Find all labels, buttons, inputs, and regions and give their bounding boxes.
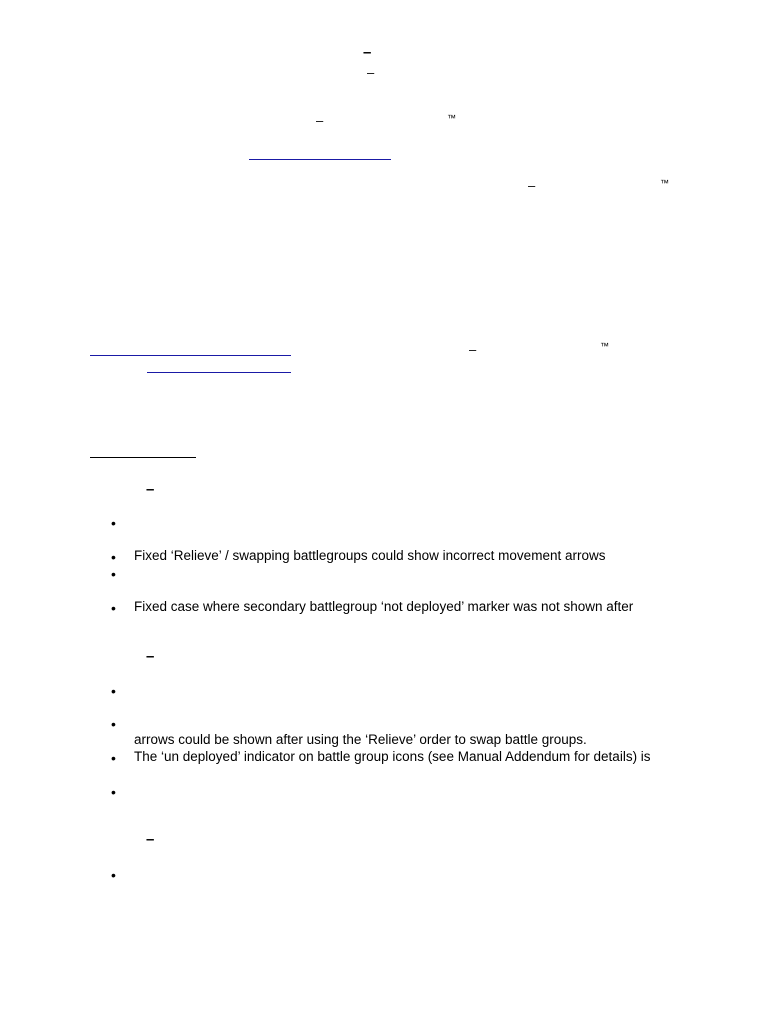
section-heading-dash: – [146,831,155,848]
list-item: Fixed ‘Relieve’ / swapping battlegroups could show incorrect movement arrows [134,548,606,563]
list-item-continuation: arrows could be shown after using the ‘Relieve’ order to swap battle groups. [134,732,587,747]
intro-line2-trademark: ™ [660,178,669,188]
bullet-glyph: • [111,683,116,699]
bullet-glyph: • [111,549,116,565]
title-dash: – [363,44,372,61]
intro-line1-dash: – [316,113,324,128]
links-line-dash: – [469,342,477,357]
bullet-glyph: • [111,784,116,800]
section-heading-dash: – [146,648,155,665]
intro-line2-dash: – [528,178,536,193]
bullet-glyph: • [111,716,116,732]
section-heading-dash: – [146,481,155,498]
list-item: Fixed case where secondary battlegroup ‘not deployed’ marker was not shown after [134,599,634,614]
hyperlink-underline[interactable] [90,355,291,356]
bullet-glyph: • [111,867,116,883]
bullet-glyph: • [111,750,116,766]
hyperlink-underline[interactable] [249,159,391,160]
section-heading-underline [90,457,196,458]
bullet-glyph: • [111,600,116,616]
bullet-glyph: • [111,566,116,582]
subtitle-dash: – [367,65,375,80]
bullet-glyph: • [111,515,116,531]
intro-line1-trademark: ™ [447,113,456,123]
hyperlink-underline[interactable] [147,372,291,373]
list-item: The ‘un deployed’ indicator on battle group icons (see Manual Addendum for details) is [134,749,651,764]
links-line-trademark: ™ [600,341,609,351]
